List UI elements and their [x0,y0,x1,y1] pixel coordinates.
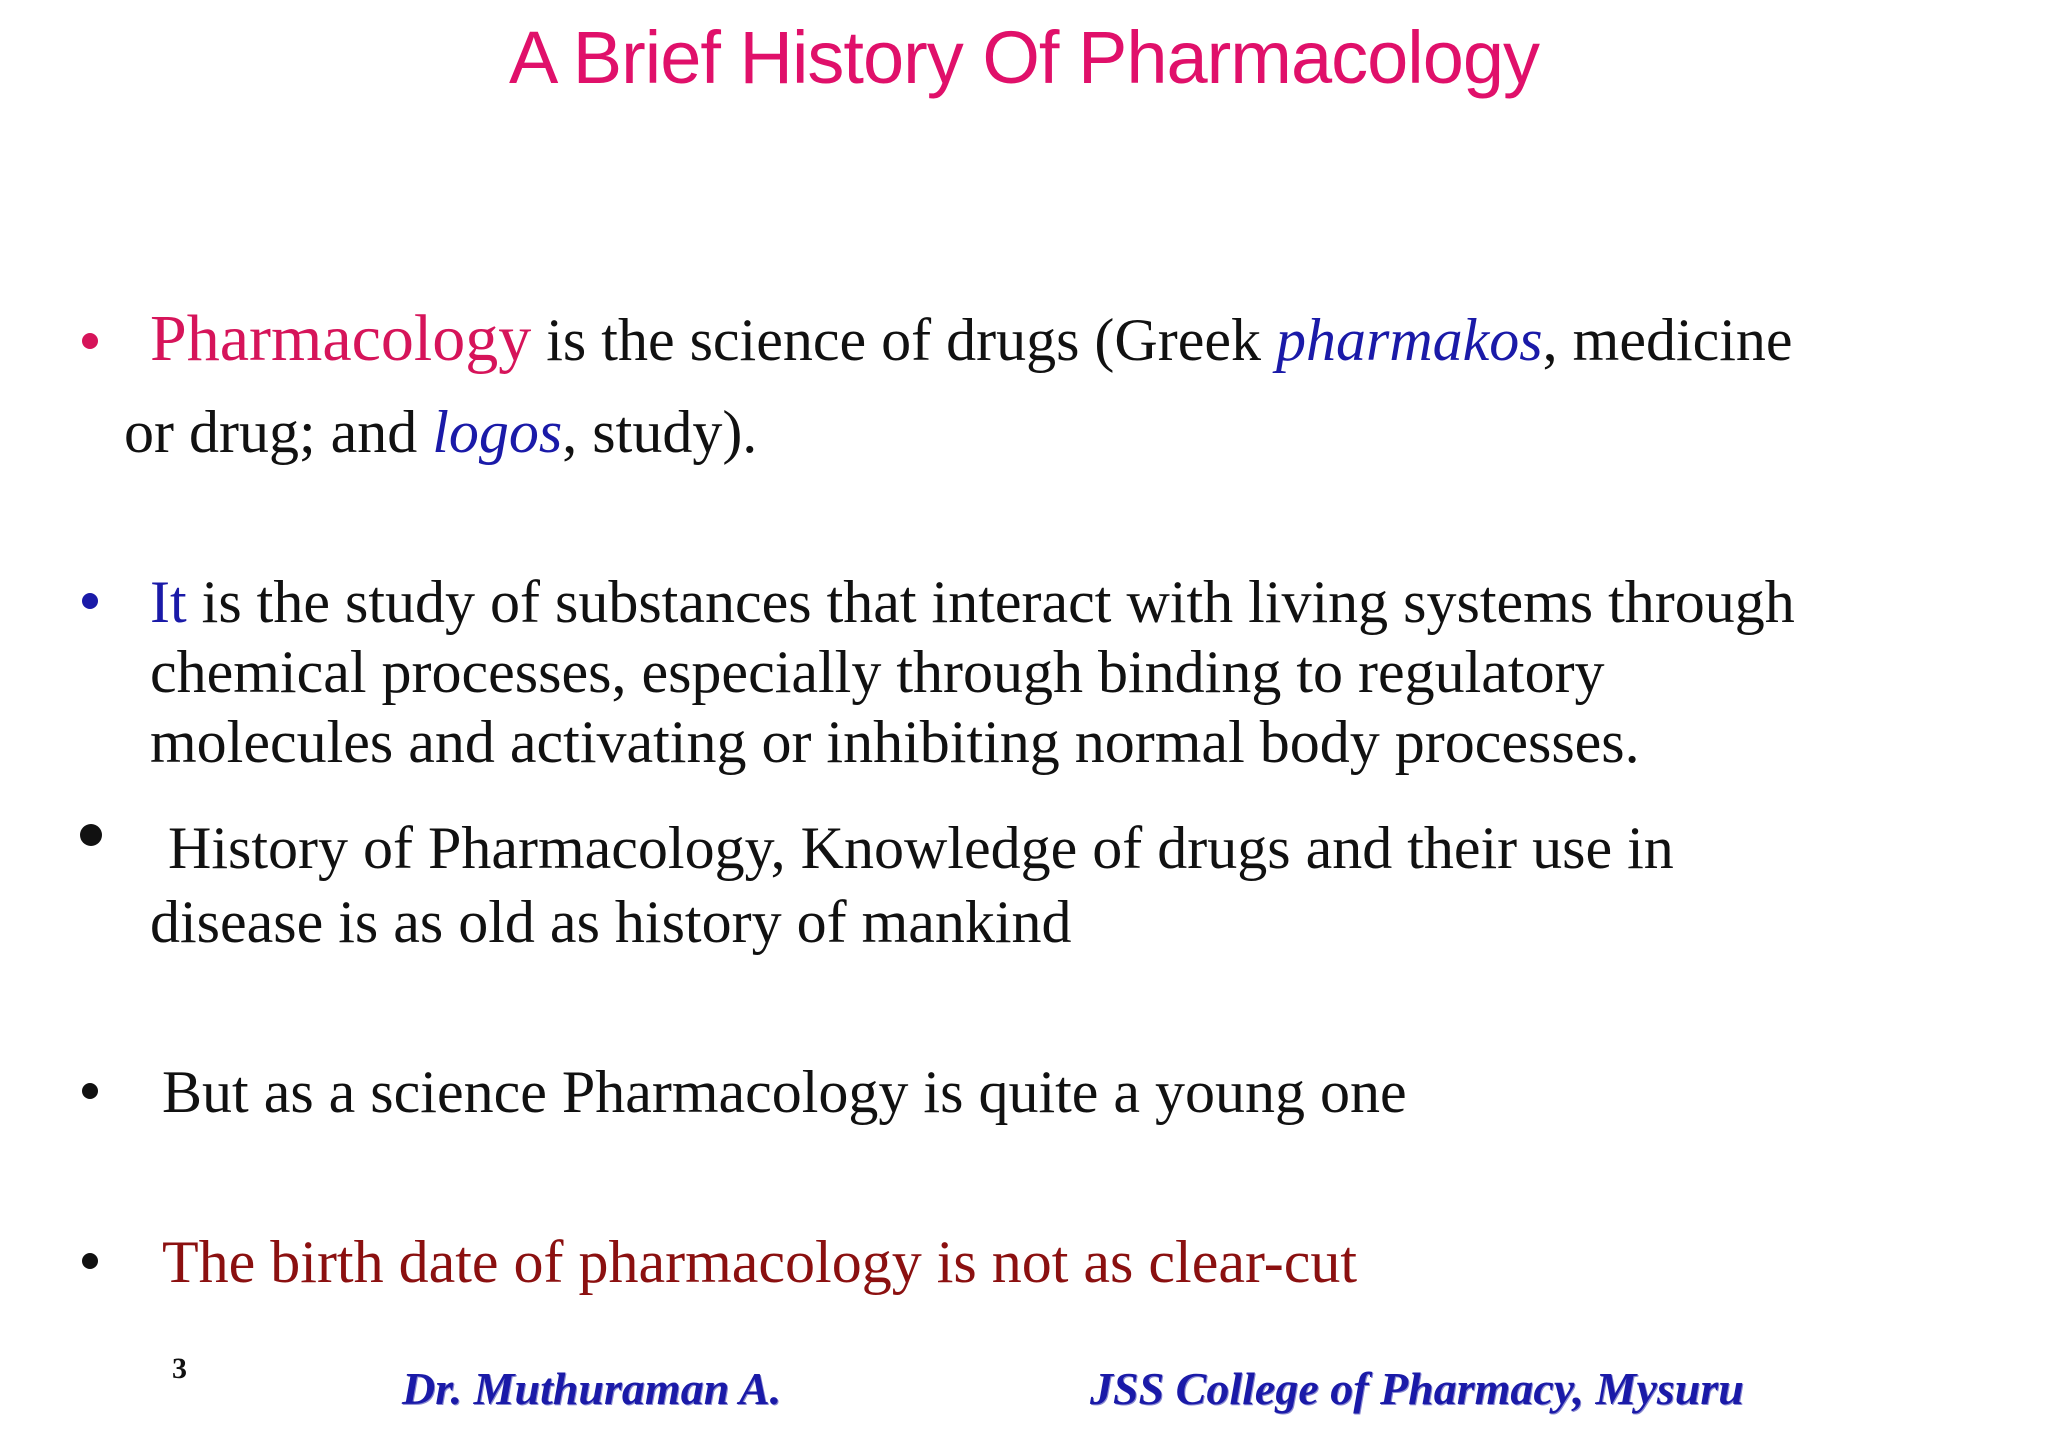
footer-institution: JSS College of Pharmacy, Mysuru [1090,1363,1744,1414]
page-number: 3 [172,1352,187,1385]
bullet-1-line-2 [124,399,758,465]
bullet-2-line-3: molecules and activating or inhibiting normal body processes. [150,709,1640,775]
blue-term-it: It [150,569,187,635]
bullet-1-text-a: is the science of drugs (Greek [531,307,1276,373]
black-bullet-icon [82,1083,98,1099]
bullet-2-text: is the study of substances that interact with living systems through [186,569,1795,635]
bullet-4-line-1: But as a science Pharmacology is quite a young one [162,1059,1407,1125]
bullet-1-line-1 [150,302,1793,375]
pink-term-pharmacology: Pharmacology [150,302,532,375]
bullet-1-text-b: , medicine [1542,307,1793,373]
pink-bullet-icon [82,333,98,349]
footer-author: Dr. Muthuraman A. [402,1363,782,1414]
italic-term-logos: logos [432,399,563,465]
black-bullet-icon [80,824,102,846]
bullet-1-line-2-text-b: , study). [562,399,758,465]
bullet-3-line-2: disease is as old as history of mankind [150,889,1072,955]
black-bullet-icon [82,1253,98,1269]
bullet-1-line-2-text-a: or drug; and [124,399,433,465]
slide-title: A Brief History Of Pharmacology [508,16,1540,99]
blue-bullet-icon [82,593,98,609]
italic-term-pharmakos: pharmakos [1275,307,1543,373]
bullet-3-line-1: History of Pharmacology, Knowledge of drugs and their use in [168,815,1674,881]
bullet-2-line-1 [150,569,1795,635]
bullet-5-line-1: The birth date of pharmacology is not as clear-cut [162,1229,1358,1295]
bullet-2-line-2: chemical processes, especially through binding to regulatory [150,639,1605,705]
